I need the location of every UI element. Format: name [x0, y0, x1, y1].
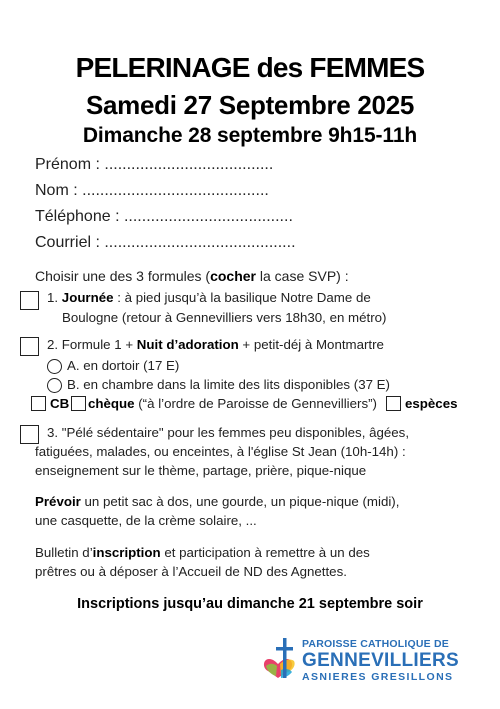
instruction-after: la case SVP) : [256, 268, 349, 284]
prevoir-line1 [35, 492, 399, 512]
option2-prefix: 2. Formule 1 + [47, 337, 137, 352]
option1-line1 [47, 288, 371, 308]
cheque-label-text: chèque [88, 396, 135, 411]
event-time: Dimanche 28 septembre 9h15-11h [82, 124, 418, 147]
instruction-bold: cocher [210, 268, 256, 284]
prevoir-rest: un petit sac à dos, une gourde, un pique-nique (midi), [80, 494, 400, 509]
firstname-dots: ...................................... [104, 156, 274, 173]
option1-prefix: 1. [47, 290, 62, 305]
email-field[interactable] [35, 234, 296, 252]
option2-line1 [47, 335, 384, 355]
option2-checkbox[interactable] [20, 337, 39, 356]
option3-line1: 3. "Pélé sédentaire" pour les femmes peu disponibles, âgées, [47, 425, 410, 440]
option2a-radio[interactable] [47, 359, 62, 374]
option1-bold: Journée [61, 290, 114, 305]
option2-rest: + petit-déj à Montmartre [238, 337, 384, 352]
event-date: Samedi 27 Septembre 2025 [85, 90, 415, 120]
cheque-checkbox[interactable] [71, 396, 86, 411]
bulletin-before: Bulletin d’ [35, 545, 93, 560]
firstname-label: Prénom : [35, 156, 100, 173]
especes-checkbox[interactable] [386, 396, 401, 411]
cheque-note: (“à l’ordre de Paroisse de Gennevilliers”) [134, 396, 377, 411]
option3-line2: fatiguées, malades, ou enceintes, à l'église St Jean (10h-14h) : [35, 444, 406, 459]
phone-dots: ...................................... [123, 208, 293, 225]
prevoir-bold: Prévoir [35, 494, 81, 509]
lastname-field[interactable] [35, 182, 269, 200]
option2-bold: Nuit d’adoration [136, 337, 239, 352]
logo-line2: GENNEVILLIERS [302, 650, 459, 671]
email-label: Courriel : [35, 234, 100, 251]
instruction-before: Choisir une des 3 formules ( [35, 268, 211, 284]
logo-line1: PAROISSE CATHOLIQUE DE [302, 638, 449, 650]
parish-logo [262, 636, 472, 684]
lastname-label: Nom : [35, 182, 78, 199]
cb-label [50, 394, 69, 414]
phone-field[interactable] [35, 208, 293, 226]
option1-rest: : à pied jusqu’à la basilique Notre Dame de [113, 290, 371, 305]
especes-label [405, 394, 458, 414]
email-dots: ........................................... [104, 234, 296, 251]
bulletin-line1 [35, 543, 370, 563]
option2b-label: B. en chambre dans la limite des lits disponibles (37 E) [67, 377, 390, 392]
cheque-label [88, 394, 377, 414]
prevoir-line2: une casquette, de la crème solaire, ... [35, 513, 257, 528]
option2a-label: A. en dortoir (17 E) [67, 358, 180, 373]
option2b-radio[interactable] [47, 378, 62, 393]
document-title: PELERINAGE des FEMMES [75, 52, 425, 83]
firstname-field[interactable] [35, 156, 273, 174]
cb-label-text: CB [50, 396, 70, 411]
instruction-text [35, 266, 349, 286]
registration-deadline: Inscriptions jusqu’au dimanche 21 septembre soir [77, 596, 423, 612]
cross-heart-icon [262, 636, 302, 684]
option1-checkbox[interactable] [20, 291, 39, 310]
bulletin-bold: inscription [92, 545, 161, 560]
logo-line3: ASNIERES GRESILLONS [302, 671, 454, 683]
lastname-dots: .......................................... [82, 182, 269, 199]
cb-checkbox[interactable] [31, 396, 46, 411]
bulletin-after: et participation à remettre à un des [160, 545, 370, 560]
option1-line2: Boulogne (retour à Gennevilliers vers 18h30, en métro) [62, 310, 387, 325]
bulletin-line2: prêtres ou à déposer à l’Accueil de ND des Agnettes. [35, 564, 347, 579]
option3-line3: enseignement sur le thème, partage, prière, pique-nique [35, 463, 367, 478]
especes-label-text: espèces [405, 396, 458, 411]
phone-label: Téléphone : [35, 208, 120, 225]
